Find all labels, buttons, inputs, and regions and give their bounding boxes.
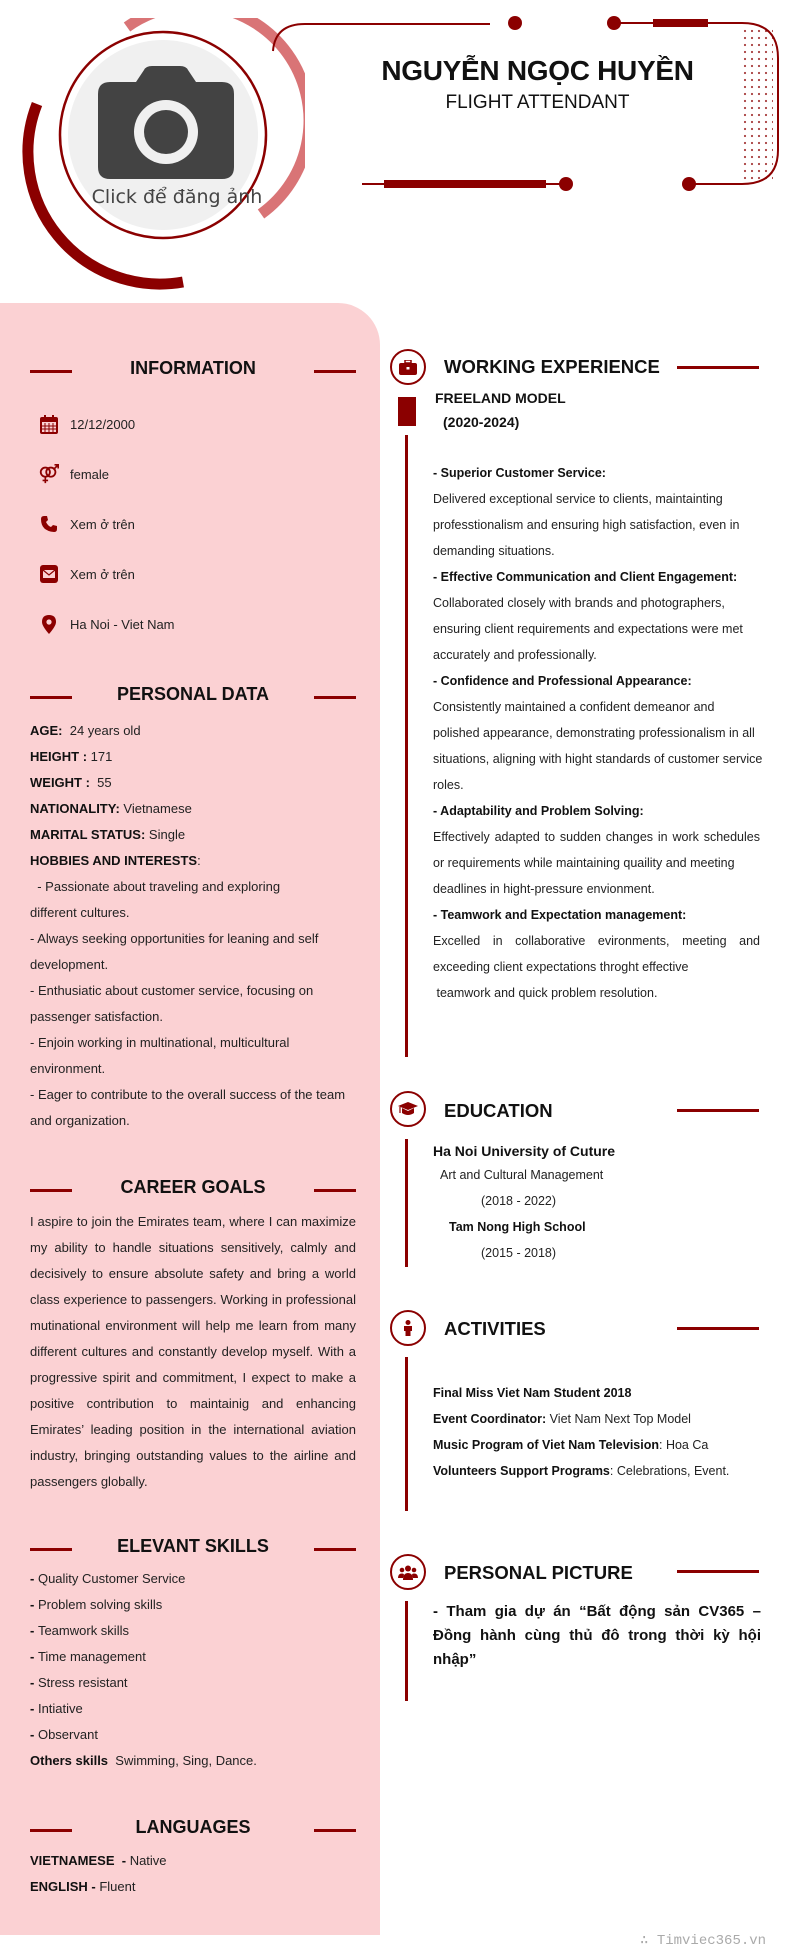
field-age: AGE: 24 years old xyxy=(30,723,141,738)
divider xyxy=(677,366,759,369)
field-nationality: NATIONALITY: Vietnamese xyxy=(30,801,192,816)
briefcase-icon xyxy=(399,360,417,375)
experience-item: - Teamwork and Expectation management: Excelled in collaborative evironments, meeting and exceeding client expectations throght effective teamwork and quick problem resolution. xyxy=(433,908,760,1000)
education-major-1: Art and Cultural Management xyxy=(440,1168,604,1182)
person-icon xyxy=(403,1320,413,1336)
info-location xyxy=(38,613,175,635)
skill-item: - Stress resistant xyxy=(30,1675,128,1690)
education-period-1: (2018 - 2022) xyxy=(481,1194,557,1208)
hobby-item: - Enthusiatic about customer service, focusing on passenger satisfaction. xyxy=(30,983,314,1024)
section-title-experience: WORKING EXPERIENCE xyxy=(444,356,660,377)
phone-icon xyxy=(38,513,60,535)
timeline-bar xyxy=(405,1601,408,1701)
section-title-activities: ACTIVITIES xyxy=(444,1318,546,1339)
section-title: ELEVANT SKILLS xyxy=(117,1536,269,1556)
job-period: (2020-2024) xyxy=(443,414,520,430)
section-header-languages xyxy=(30,1815,356,1845)
activity-item: Final Miss Viet Nam Student 2018 xyxy=(433,1386,632,1400)
personal-picture-text: - Tham gia dự án “Bất động sản CV365 – Đồng hành cùng thủ đô trong thời kỳ hội nhập” xyxy=(433,1603,761,1668)
divider xyxy=(314,1189,356,1192)
section-title: INFORMATION xyxy=(130,358,256,378)
skill-item: - Quality Customer Service xyxy=(30,1571,186,1586)
skill-item: - Intiative xyxy=(30,1701,83,1716)
section-title: PERSONAL DATA xyxy=(116,684,269,704)
photo-upload-caption: Click để đăng ảnh xyxy=(91,186,263,208)
personal-data-block xyxy=(30,718,356,1134)
candidate-name: NGUYỄN NGỌC HUYỀN xyxy=(381,55,694,86)
info-gender xyxy=(38,463,109,485)
section-title-education: EDUCATION xyxy=(444,1100,553,1121)
timeline-bar xyxy=(405,1357,408,1511)
job-position: FREELAND MODEL xyxy=(435,390,566,406)
timeline-bar xyxy=(405,1139,408,1267)
language-item: ENGLISH - Fluent xyxy=(30,1879,136,1894)
info-phone xyxy=(38,513,135,535)
section-icon-personal-picture xyxy=(390,1554,426,1590)
other-skills: Others skills Swimming, Sing, Dance. xyxy=(30,1753,257,1768)
hobbies-label: HOBBIES AND INTERESTS: xyxy=(30,853,201,868)
education-school-1: Ha Noi University of Cuture xyxy=(433,1143,616,1159)
divider xyxy=(314,370,356,373)
divider xyxy=(677,1570,759,1573)
info-email xyxy=(38,563,135,585)
timeline-bar xyxy=(405,435,408,1057)
section-title: CAREER GOALS xyxy=(120,1177,266,1197)
divider xyxy=(677,1327,759,1330)
experience-details xyxy=(433,460,763,1006)
activity-item: Volunteers Support Programs: Celebrations, Event. xyxy=(433,1464,730,1478)
location-pin-icon xyxy=(38,613,60,635)
location-value: Ha Noi - Viet Nam xyxy=(70,616,175,632)
experience-item: - Effective Communication and Client Engagement: Collaborated closely with brands and photographers, ensuring client requirements and expectations were met accurately and professionally. xyxy=(433,570,743,662)
field-weight: WEIGHT : 55 xyxy=(30,775,112,790)
activity-item: Event Coordinator: Viet Nam Next Top Model xyxy=(433,1412,691,1426)
timeline-marker xyxy=(398,397,416,426)
section-title: LANGUAGES xyxy=(135,1817,251,1837)
graduation-cap-icon xyxy=(398,1102,418,1116)
info-birthdate xyxy=(38,413,135,435)
section-header-career-goals xyxy=(30,1175,356,1205)
hobby-item: - Eager to contribute to the overall success of the team and organization. xyxy=(30,1087,346,1128)
experience-item: - Confidence and Professional Appearance: Consistently maintained a confident demeanor and polished appearance, demonstrating professionalism in all situations, aligning with hight standards of customer service roles. xyxy=(433,674,763,792)
skills-list xyxy=(30,1566,356,1774)
section-header-personal-data xyxy=(30,682,356,712)
section-icon-activities xyxy=(390,1310,426,1346)
section-header-information xyxy=(30,356,356,386)
email-value: Xem ở trên xyxy=(70,566,135,582)
birthdate-value: 12/12/2000 xyxy=(70,416,136,432)
experience-item: - Superior Customer Service: Delivered exceptional service to clients, maintainting professtionalism and ensuring high satisfaction, even in demanding situations. xyxy=(433,466,740,558)
divider xyxy=(677,1109,759,1112)
skill-item: - Observant xyxy=(30,1727,98,1742)
languages-list xyxy=(30,1848,356,1900)
divider xyxy=(314,1829,356,1832)
career-goals-text: I aspire to join the Emirates team, where I can maximize my ability to handle situations sensitively, calmly and decisively to ensure absolute safety and bring a world class experience to passengers. Working in professional mutinational environment will help me learn from many different cultures and constantly develop myself. With a progressive spirit and commitment, I expect to make a positive contribution to maintainig and enhancing Emirates’ leading position in the international aviation industry, bringing outstanding values to the airline and passengers globally. xyxy=(30,1214,356,1489)
divider xyxy=(314,1548,356,1551)
calendar-icon xyxy=(38,413,60,435)
field-height: HEIGHT : 171 xyxy=(30,749,113,764)
section-icon-experience xyxy=(390,349,426,385)
hobby-item: - Passionate about traveling and exploring different cultures. xyxy=(30,879,284,920)
field-marital-status: MARITAL STATUS: Single xyxy=(30,827,186,842)
section-header-skills xyxy=(30,1534,356,1564)
email-icon xyxy=(38,563,60,585)
activities-list xyxy=(433,1380,760,1484)
skill-item: - Teamwork skills xyxy=(30,1623,129,1638)
group-icon xyxy=(398,1565,418,1580)
experience-item: - Adaptability and Problem Solving: Effectively adapted to sudden changes in work schedules or requirements while maintaining quaility and meeting deadlines in hight-pressure envionment. xyxy=(433,804,760,896)
watermark: ∴ Timviec365.vn xyxy=(640,1933,767,1949)
skill-item: - Problem solving skills xyxy=(30,1597,163,1612)
section-title-personal-picture: PERSONAL PICTURE xyxy=(444,1562,633,1583)
education-period-2: (2015 - 2018) xyxy=(481,1246,557,1260)
divider xyxy=(314,696,356,699)
activity-item: Music Program of Viet Nam Television: Hoa Ca xyxy=(433,1438,709,1452)
education-school-2: Tam Nong High School xyxy=(449,1220,586,1234)
gender-value: female xyxy=(70,466,110,482)
candidate-job-title: FLIGHT ATTENDANT xyxy=(445,92,630,113)
phone-value: Xem ở trên xyxy=(70,516,135,532)
hobby-item: - Always seeking opportunities for leaning and self development. xyxy=(30,931,319,972)
hobby-item: - Enjoin working in multinational, multicultural environment. xyxy=(30,1035,290,1076)
skill-item: - Time management xyxy=(30,1649,146,1664)
section-icon-education xyxy=(390,1091,426,1127)
language-item: VIETNAMESE - Native xyxy=(30,1853,167,1868)
gender-icon xyxy=(38,463,60,485)
